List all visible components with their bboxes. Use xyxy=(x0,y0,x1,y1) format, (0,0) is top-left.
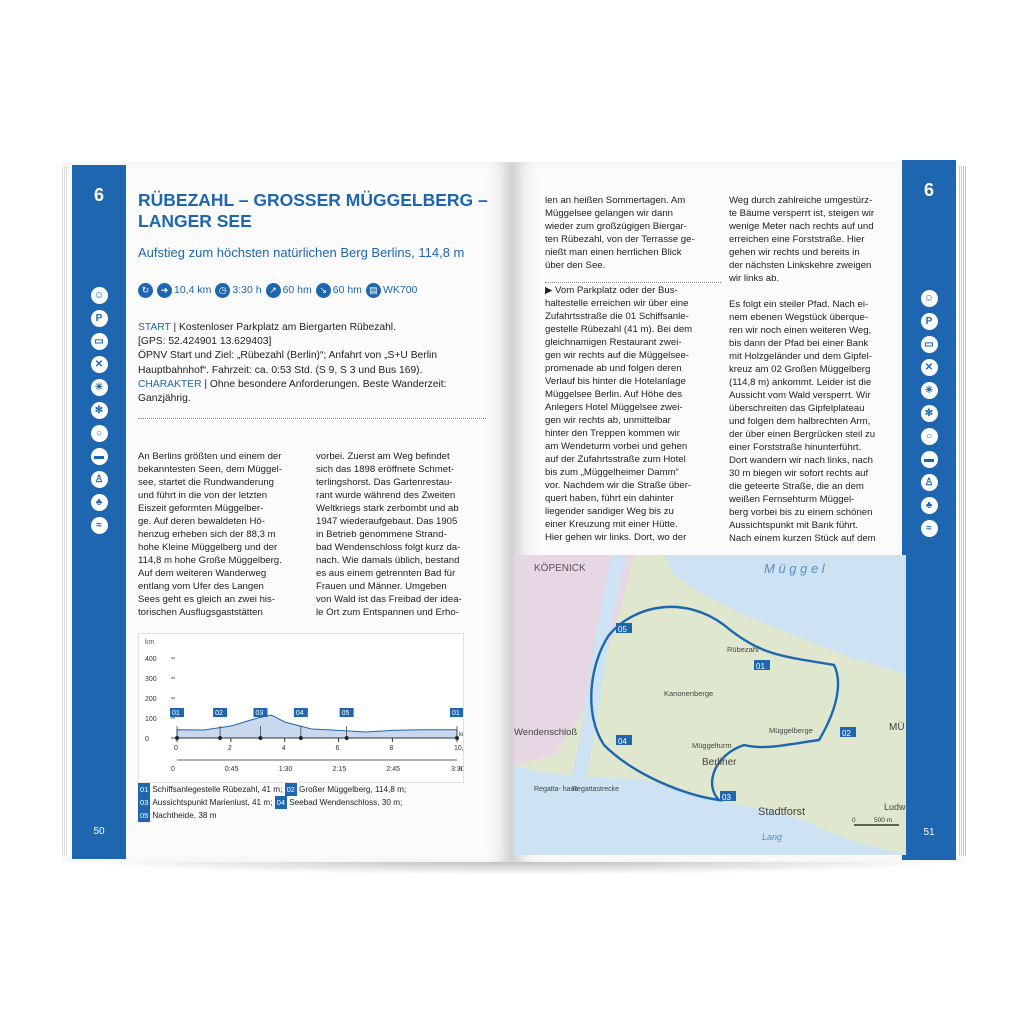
route-map xyxy=(514,555,906,855)
label-ruebezahl: Rübezahl xyxy=(727,645,759,654)
text-line: und führt in die von der letzten xyxy=(138,490,268,501)
map-svg xyxy=(514,555,906,855)
legend-number: 02 xyxy=(286,785,295,794)
label-berliner: Berliner xyxy=(702,757,737,768)
parking-icon: P xyxy=(921,313,938,330)
waypoint-legend xyxy=(138,783,478,822)
legend-number: 01 xyxy=(140,785,149,794)
text-line: Aussichtspunkt mit Bank führt. xyxy=(729,520,859,531)
text-line: hohe Kleine Müggelberg und der xyxy=(138,542,278,553)
x-tick-label-km: 4 xyxy=(281,745,286,752)
tour-info xyxy=(138,321,490,406)
oepnv-line-1: ÖPNV Start und Ziel: „Rübezahl (Berlin)“; Anfahrt von „S+U Berlin xyxy=(138,350,438,362)
train-icon: ▬ xyxy=(921,451,938,468)
train-icon: ▬ xyxy=(91,448,108,465)
x-axis-unit: k xyxy=(459,732,462,738)
text-line: wenige Meter nach rechts auf und xyxy=(729,221,874,232)
legend-item xyxy=(285,785,407,794)
swim-icon: ≈ xyxy=(91,517,108,534)
label-kanonenberge: Kanonenberge xyxy=(664,689,714,698)
waypoint-label: 05 xyxy=(341,710,350,717)
waypoint-label: 01 xyxy=(172,710,180,717)
marker-03-label: 03 xyxy=(722,793,731,802)
text-line: über den See. xyxy=(545,260,606,271)
legend-number: 05 xyxy=(140,811,149,820)
text-line: Auf dem weiteren Wanderweg xyxy=(138,568,267,579)
text-line: 1947 wiederaufgebaut. Das 1905 xyxy=(316,516,458,527)
tour-subtitle: Aufstieg zum höchsten natürlichen Berg Berlins, 114,8 m xyxy=(138,245,465,260)
text-line: rant wurde während des Zweiten xyxy=(316,490,456,501)
legend-item xyxy=(138,785,285,794)
marker-01-label: 01 xyxy=(756,662,765,671)
elevation-area xyxy=(177,715,457,738)
divider xyxy=(545,282,721,283)
text-line: henzug erheben sich der 88,3 m xyxy=(138,529,276,540)
legend-number: 03 xyxy=(140,798,149,807)
waypoint-dot xyxy=(455,736,459,740)
text-line: auf der Zufahrtsstraße zum Hotel xyxy=(545,454,686,465)
x-tick-label-time: 0:45 xyxy=(224,766,239,773)
legend-item xyxy=(275,798,403,807)
text-column-2 xyxy=(729,194,897,545)
text-line: gen wir rechts ab, unmittelbar xyxy=(545,415,671,426)
waypoint-dot xyxy=(175,736,179,740)
legend-number: 04 xyxy=(276,798,286,807)
text-line: Weg durch zahlreiche umgestürz- xyxy=(729,195,873,206)
x-tick-label-km: 10 xyxy=(454,745,462,752)
label-regattastrecke: Regattastrecke xyxy=(572,786,620,793)
text-line: Hier gehen wir links. Dort, wo der xyxy=(545,532,687,543)
sun-icon: ☀ xyxy=(91,379,108,396)
stroller-icon: ♙ xyxy=(921,474,938,491)
text-line: terlingshorst. Das Gartenrestau- xyxy=(316,477,453,488)
waypoint-label: 02 xyxy=(215,710,223,717)
x-tick-label-km: 6 xyxy=(335,745,340,752)
text-line: nem ebenen Wegstück überque- xyxy=(729,312,869,323)
x-tick-label-km: 8 xyxy=(389,745,394,752)
text-line: An Berlins größten und einem der xyxy=(138,451,282,462)
waypoint-dot xyxy=(258,736,262,740)
legend-text: Großer Müggelberg, 114,8 m; xyxy=(298,785,407,794)
legend-text: Seebad Wendenschloss, 30 m; xyxy=(289,798,403,807)
waypoint-dot xyxy=(299,736,303,740)
y-axis-unit: km xyxy=(145,639,155,646)
legend-item xyxy=(138,798,275,807)
text-line: bad Wendenschloss folgt kurz da- xyxy=(316,542,461,553)
loop-icon: ↻ xyxy=(138,283,153,298)
map-icon: ▤ xyxy=(366,283,381,298)
swim-icon: ≈ xyxy=(921,520,938,537)
text-line: Verlauf bis hinter die Hotelanlage xyxy=(545,376,686,387)
stat-ascent: ↗ 60 hm xyxy=(266,283,312,298)
bear-icon: ☺ xyxy=(921,290,938,307)
label-mueggelturm: Müggelturm xyxy=(692,741,732,750)
intro-column-2 xyxy=(316,450,484,619)
text-line: einer Forststraße hinunterführt. xyxy=(729,442,862,453)
label-ludw: Ludw xyxy=(884,802,906,812)
chapter-number: 6 xyxy=(93,185,104,205)
text-line: sich das 1898 eröffnete Schmet- xyxy=(316,464,454,475)
text-line: quert haben, führt ein dahinter xyxy=(545,493,674,504)
text-line: überschreiten das Gipfelplateau xyxy=(729,403,865,414)
text-line: 114,8 m hohe Große Müggelberg. xyxy=(138,555,282,566)
text-line: le Ort zum Entspannen und Erho- xyxy=(316,607,459,618)
time-axis-unit: h xyxy=(459,767,463,773)
text-line: (114,8 m) ankommt. Leider ist die xyxy=(729,377,872,388)
text-line: vorbei. Zuerst am Weg befindet xyxy=(316,451,450,462)
text-line: entlang vom Ufer des Langen xyxy=(138,581,264,592)
right-page-edges xyxy=(958,166,966,856)
legend-text: Schiffsanlegestelle Rübezahl, 41 m; xyxy=(152,785,285,794)
label-mueggelberge: Müggelberge xyxy=(769,726,813,735)
label-stadtforst: Stadtforst xyxy=(758,806,806,818)
text-line: bis dann der Pfad bei einer Bank xyxy=(729,338,869,349)
stat-distance: ➜ 10,4 km xyxy=(157,283,211,298)
waypoint-label: 01 xyxy=(452,710,460,717)
signpost-icon: ➜ xyxy=(157,283,172,298)
y-tick-label: 300 xyxy=(145,676,157,683)
label-lang: Lang xyxy=(762,832,783,842)
waypoint-dot xyxy=(345,736,349,740)
text-line: gen wir rechts auf die Müggelsee- xyxy=(545,350,689,361)
text-line: haltestelle erreichen wir über eine xyxy=(545,298,689,309)
text-line: Weltkriegs stark zerbombt und ab xyxy=(316,503,459,514)
text-line: hinter den Treppen kommen wir xyxy=(545,428,680,439)
bus-icon: ▭ xyxy=(91,333,108,350)
tour-title xyxy=(138,190,498,232)
text-line: nach. Wie damals üblich, bestand xyxy=(316,555,460,566)
text-line: ten Rübezahl, von der Terrasse ge- xyxy=(545,234,695,245)
text-column-1-top xyxy=(545,194,721,272)
text-line: erreichen eine Forststraße. Hier xyxy=(729,234,865,245)
label-koepenick: KÖPENICK xyxy=(534,563,586,574)
text-line: ren wir noch einen weiteren Weg, xyxy=(729,325,872,336)
y-tick-label: 400 xyxy=(145,656,157,663)
text-line: Müggelsee gelangen wir dann xyxy=(545,208,674,219)
text-line: weißen Fernsehturm Müggel- xyxy=(729,494,855,505)
text-line: es aus einem getrennten Bad für xyxy=(316,568,456,579)
waypoint-label: 04 xyxy=(295,710,304,717)
y-tick-label: 100 xyxy=(145,716,157,723)
stat-descent: ↘ 60 hm xyxy=(316,283,362,298)
text-line: Dort wandern wir nach links, nach xyxy=(729,455,873,466)
intro-column-1 xyxy=(138,450,306,619)
text-line: am Wendeturm vorbei und gehen xyxy=(545,441,688,452)
clock-icon: ◷ xyxy=(215,283,230,298)
stat-map: ▤ WK700 xyxy=(366,283,417,298)
gps-line: [GPS: 52.424901 13.629403] xyxy=(138,336,272,348)
charakter-line: CHARAKTER | Ohne besondere Anforderungen. Beste Wanderzeit: xyxy=(138,378,447,390)
label-wendenschloss: Wendenschloß xyxy=(514,727,578,738)
text-line: Es folgt ein steiler Pfad. Nach ei- xyxy=(729,299,869,310)
text-line: berg vorbei bis zu einem schönen xyxy=(729,507,873,518)
text-line: vor. Nachdem wir die Straße über- xyxy=(545,480,692,491)
bicycle-icon: ○ xyxy=(91,425,108,442)
text-line: liegender sandiger Weg bis zu xyxy=(545,506,674,517)
x-tick-label-time: 0 xyxy=(171,766,175,773)
waypoint-label: 03 xyxy=(255,710,264,717)
sun-icon: ☀ xyxy=(921,382,938,399)
snowflake-icon: ✻ xyxy=(921,405,938,422)
label-mueggel: M ü g g e l xyxy=(764,561,825,576)
x-tick-label-time: 2:45 xyxy=(386,766,401,773)
text-line: len an heißen Sommertagen. Am xyxy=(545,195,686,206)
tree-icon: ♣ xyxy=(91,494,108,511)
ascent-icon: ↗ xyxy=(266,283,281,298)
sidebar-icons xyxy=(72,287,126,540)
text-line: wir links ab. xyxy=(729,273,780,284)
text-line: ge. Auf deren bewaldeten Hö- xyxy=(138,516,265,527)
text-line: mit Holzgeländer und dem Gipfel- xyxy=(729,351,872,362)
text-line: gestelle Rübezahl (41 m). Bei dem xyxy=(545,324,693,335)
x-tick-label-time: 1:30 xyxy=(278,766,293,773)
y-tick-label: 0 xyxy=(145,736,149,743)
left-page-edges xyxy=(62,166,68,856)
chapter-number: 6 xyxy=(923,180,934,200)
text-line: bis zum „Müggelheimer Damm“ xyxy=(545,467,679,478)
text-line xyxy=(729,285,897,298)
legend-text: Aussichtspunkt Marienlust, 41 m; xyxy=(152,798,275,807)
snowflake-icon: ✻ xyxy=(91,402,108,419)
oepnv-line-2: Hauptbahnhof“. Fahrzeit: ca. 0:53 Std. (S 9, S 3 und Bus 169). xyxy=(138,364,423,376)
text-line: promenade ab und folgen deren xyxy=(545,363,682,374)
text-line: Frauen und Männer. Umgeben xyxy=(316,581,447,592)
tour-title-line2: LANGER SEE xyxy=(138,211,252,231)
x-tick-label-time: 3:30 xyxy=(451,766,463,773)
text-line: nießt man einen herrlichen Blick xyxy=(545,247,682,258)
legend-item xyxy=(138,811,217,820)
marker-04-label: 04 xyxy=(618,737,627,746)
restaurant-icon: ✕ xyxy=(921,359,938,376)
tour-title-line1: RÜBEZAHL – GROSSER MÜGGELBERG – xyxy=(138,190,488,210)
text-line: von Wald ist das Freibad der ideа- xyxy=(316,594,462,605)
text-line: Sees geht es gleich an zwei his- xyxy=(138,594,276,605)
marker-05-label: 05 xyxy=(618,625,627,634)
text-line: gleichnamigen Restaurant zwei- xyxy=(545,337,682,348)
tree-icon: ♣ xyxy=(921,497,938,514)
text-line: in Betrieb genommene Strand- xyxy=(316,529,447,540)
bus-icon: ▭ xyxy=(921,336,938,353)
text-line: 30 m biegen wir sofort rechts auf xyxy=(729,468,869,479)
restaurant-icon: ✕ xyxy=(91,356,108,373)
bicycle-icon: ○ xyxy=(921,428,938,445)
parking-icon: P xyxy=(91,310,108,327)
label-regattahaus: Regatta- haus xyxy=(534,786,578,793)
stroller-icon: ♙ xyxy=(91,471,108,488)
text-line: Eiszeit geformten Müggelber- xyxy=(138,503,264,514)
label-mue: MÜ xyxy=(889,722,905,733)
elevation-profile xyxy=(138,633,464,783)
text-line: torischen Ausflugsgaststätten xyxy=(138,607,263,618)
bear-icon: ☺ xyxy=(91,287,108,304)
text-line: der nächsten Linkskehre zweigen xyxy=(729,260,872,271)
page-number-left: 50 xyxy=(93,826,105,837)
text-line: Nach einem kurzen Stück auf dem xyxy=(729,533,876,544)
waypoint-dot xyxy=(218,736,222,740)
descent-icon: ↘ xyxy=(316,283,331,298)
right-chapter-sidebar xyxy=(902,160,956,860)
text-line: Müggelsee Berlin. Auf Höhe des xyxy=(545,389,683,400)
text-line: einer Kreuzung mit einer Hütte. xyxy=(545,519,678,530)
marker-02-label: 02 xyxy=(842,729,851,738)
x-tick-label-km: 0 xyxy=(174,745,178,752)
text-line: Anlegers Hotel Müggelsee zwei- xyxy=(545,402,683,413)
text-line: te Bäume versperrt ist, steigen wir xyxy=(729,208,875,219)
text-line: Zufahrtsstraße die 01 Schiffsanle- xyxy=(545,311,689,322)
text-line: bekanntesten Seen, dem Müggel- xyxy=(138,464,282,475)
text-line: die geteerte Straße, die an dem xyxy=(729,481,864,492)
tour-stats xyxy=(138,280,498,300)
start-line: START | Kostenloser Parkplatz am Biergarten Rübezahl. xyxy=(138,322,396,333)
text-line: kreuz am 02 Großen Müggelberg xyxy=(729,364,871,375)
text-line: Aussicht vom Wald versperrt. Wir xyxy=(729,390,871,401)
stat-loop xyxy=(138,283,153,298)
divider xyxy=(138,418,486,419)
charakter-line-2: Ganzjährig. xyxy=(138,393,191,405)
text-line: ▶ Vom Parkplatz oder der Bus- xyxy=(545,285,678,296)
sidebar-icons xyxy=(902,290,956,543)
text-line: gehen wir rechts und bereits in xyxy=(729,247,860,258)
scale-zero: 0 xyxy=(852,817,856,824)
page-number-right: 51 xyxy=(923,827,935,838)
text-line: und folgen dem halbrechten Arm, xyxy=(729,416,871,427)
y-tick-label: 200 xyxy=(145,696,157,703)
text-line: wieder zum großzügigen Biergar- xyxy=(545,221,687,232)
text-line: der über einen Bergrücken steil zu xyxy=(729,429,876,440)
elevation-chart-svg xyxy=(139,634,463,782)
x-tick-label-time: 2:15 xyxy=(332,766,347,773)
text-line: see, startet die Rundwanderung xyxy=(138,477,274,488)
legend-text: Nachtheide, 38 m xyxy=(152,811,217,820)
text-column-1-bottom xyxy=(545,284,721,544)
scale-label: 500 m xyxy=(874,817,893,824)
x-tick-label-km: 2 xyxy=(227,745,232,752)
stat-duration: ◷ 3:30 h xyxy=(215,283,261,298)
left-chapter-sidebar xyxy=(72,165,126,859)
